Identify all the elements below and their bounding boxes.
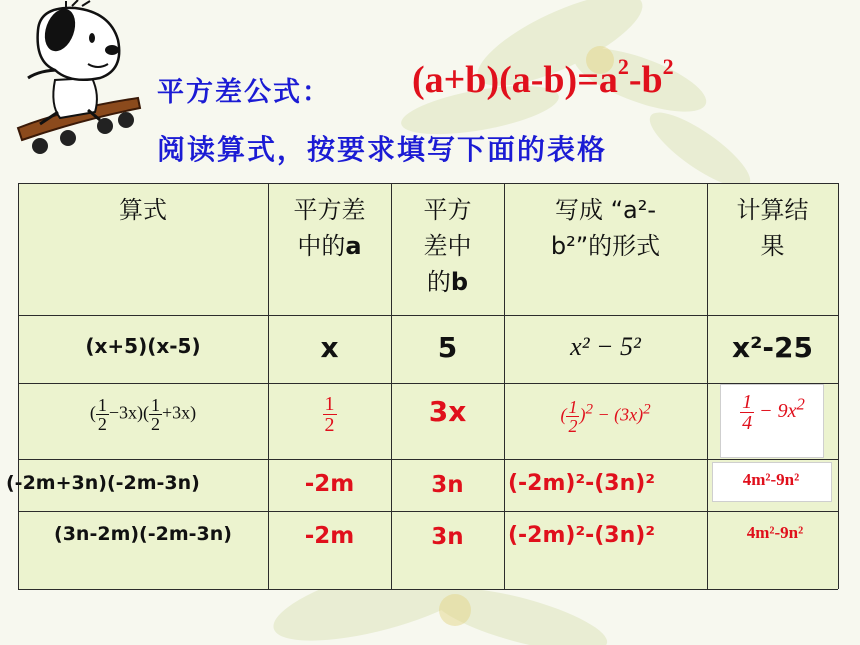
snoopy-skateboard-icon [0, 0, 150, 170]
row2-expr-frac2-den: 2 [150, 414, 160, 434]
row2-form [504, 398, 707, 435]
header-b-var: b [450, 268, 469, 296]
row2-form-den: 2 [568, 416, 578, 436]
table-border-bottom [18, 589, 838, 590]
header-b [391, 192, 504, 300]
header-b-line1: 平方 [423, 196, 472, 224]
row2-result [707, 392, 838, 433]
formula-expression [412, 54, 674, 102]
row3-b: 3n [431, 472, 464, 498]
formula-expr-main: (a+b)(a-b)=a [412, 59, 618, 101]
row3-form: (-2m)²-(3n)² [508, 471, 655, 496]
header-b-line3 [391, 264, 504, 300]
row2-expr-frac1 [96, 396, 109, 433]
header-form-line1: 写成 “a²- [554, 196, 657, 224]
row2-expr-mid: −3x)( [108, 402, 149, 423]
row2-form-frac [566, 398, 579, 435]
row2-expr-frac1-num: 1 [97, 395, 107, 415]
header-a-line2-pre: 中的 [297, 232, 346, 260]
row2-a-frac [323, 394, 337, 435]
row4-form: (-2m)²-(3n)² [508, 523, 655, 548]
row2-expr-tail: +3x) [161, 402, 197, 423]
header-b-line3-pre: 的 [426, 268, 451, 296]
table-divider-row1 [18, 383, 838, 384]
row2-result-sup: 2 [796, 394, 805, 414]
row1-result: x²-25 [732, 331, 813, 364]
row3-a: -2m [304, 471, 355, 497]
row2-form-open: ( [560, 404, 567, 425]
formula-expr-sup1: 2 [617, 54, 629, 79]
row4-b: 3n [431, 524, 464, 550]
table-border-top [18, 183, 838, 184]
header-a-var: a [345, 232, 362, 260]
row2-form-mid: − (3x) [592, 404, 644, 425]
table-border-right [838, 183, 839, 589]
table-divider-row3 [18, 511, 838, 512]
formula-expr-mid: -b [628, 59, 663, 101]
row1-b: 5 [437, 331, 458, 364]
row2-form-close: ) [579, 404, 586, 425]
header-b-line2: 差中 [423, 232, 472, 260]
row2-a-num: 1 [324, 393, 335, 415]
header-form [504, 192, 707, 264]
row2-form-sup2: 2 [643, 401, 651, 418]
header-form-line2: b²”的形式 [550, 232, 661, 260]
instruction-text: 阅读算式，按要求填写下面的表格 [157, 133, 608, 166]
header-result-line1: 计算结 [736, 196, 809, 224]
header-result-line2: 果 [760, 232, 785, 260]
table-divider-header [18, 315, 838, 316]
row2-form-num: 1 [568, 397, 578, 417]
formula-title: 平方差公式： [157, 77, 331, 108]
row2-expr-frac2 [149, 396, 162, 433]
table-divider-row2 [18, 459, 838, 460]
formula-expr-sup2: 2 [662, 54, 674, 79]
header-a-line2 [268, 228, 391, 264]
row3-result: 4m²-9n² [742, 470, 800, 489]
row3-expression: (-2m+3n)(-2m-3n) [6, 472, 200, 494]
row4-expression: (3n-2m)(-2m-3n) [54, 523, 232, 545]
row2-expr-open: ( [89, 402, 96, 423]
row1-a: x [320, 331, 339, 364]
row2-result-tail: − 9x [759, 400, 797, 423]
header-result [707, 192, 838, 264]
row2-expr-frac2-num: 1 [150, 395, 160, 415]
row2-a-den: 2 [324, 414, 335, 436]
row1-form: x² − 5² [570, 332, 641, 361]
row2-result-den: 4 [742, 412, 753, 434]
row2-expr-frac1-den: 2 [97, 414, 107, 434]
header-expression: 算式 [119, 196, 167, 224]
row2-result-frac [740, 392, 754, 433]
row2-b: 3x [428, 395, 467, 428]
header-a [268, 192, 391, 264]
row1-expression: (x+5)(x-5) [85, 334, 201, 358]
header-a-line1: 平方差 [293, 196, 366, 224]
row2-form-sup: 2 [585, 401, 593, 418]
row2-a [268, 394, 391, 435]
row4-result: 4m²-9n² [746, 523, 804, 542]
row2-result-num: 1 [742, 391, 753, 413]
row2-expression [18, 396, 268, 433]
row4-a: -2m [304, 523, 355, 549]
